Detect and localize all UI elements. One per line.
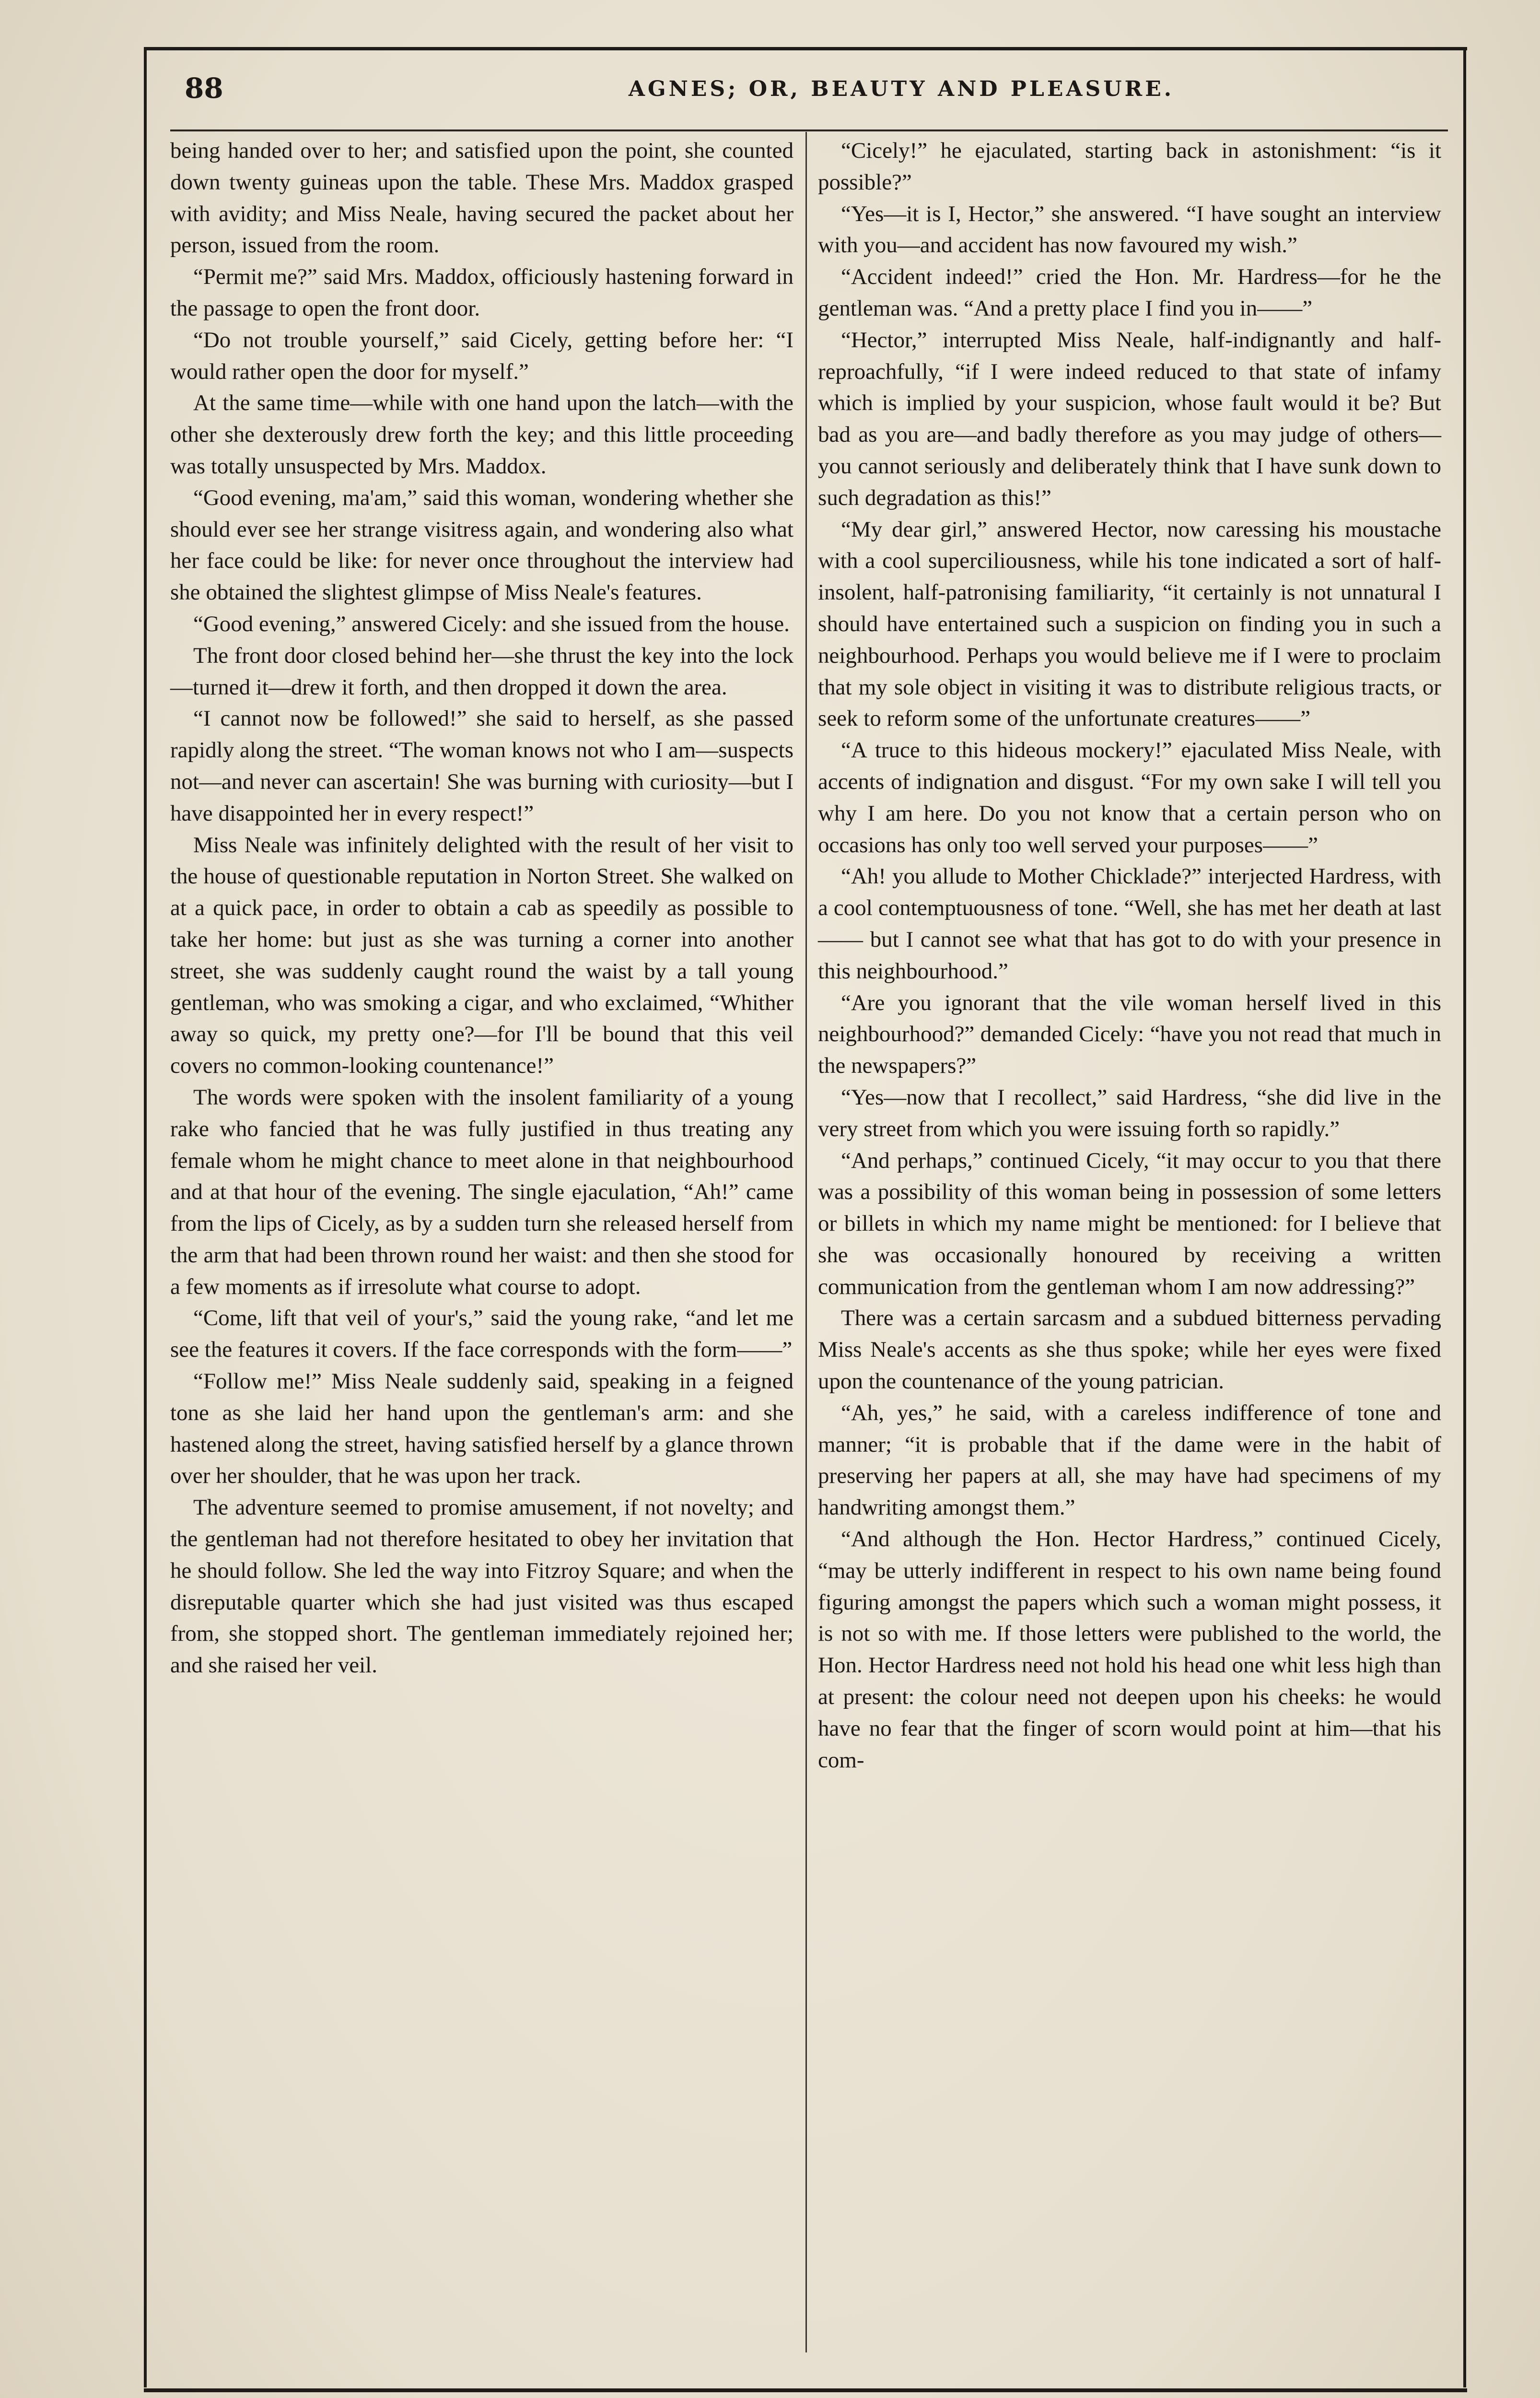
paragraph: “Good evening, ma'am,” said this woman, wondering whether she should ever see her strange visitress again, and wondering also what her face could be like: for never once throughout the interview had she obtained the slightest glimpse of Miss Neale's features. — [170, 485, 793, 605]
paragraph: “Accident indeed!” cried the Hon. Mr. Hardress—for he the gentleman was. “And a pretty place I find you in——” — [818, 264, 1441, 321]
paragraph: There was a certain sarcasm and a subdued bitterness pervading Miss Neale's accents as she thus spoke; while her eyes were fixed upon the countenance of the young patrician. — [818, 1305, 1441, 1394]
paragraph: “Ah, yes,” he said, with a careless indifference of tone and manner; “it is probable that if the dame were in the habit of preserving her papers at all, she may have had specimens of my handwriting amongst them.” — [818, 1400, 1441, 1520]
page-number: 88 — [185, 72, 223, 105]
page-frame-bottom-rule — [144, 2388, 1467, 2392]
paragraph: “My dear girl,” answered Hector, now caressing his moustache with a cool superciliousness, while his tone indicated a sort of half-insolent, half-patronising familiarity, “it certainly is not unnatural I should have entertained such a suspicion on finding you in such a neighbourhood. Perhaps you would believe me if I were to proclaim that my sole object in visiting it was to distribute religious tracts, or seek to reform some of the unfortunate creatures——” — [818, 517, 1441, 731]
text-column-left — [170, 135, 793, 1681]
paragraph: being handed over to her; and satisfied upon the point, she counted down twenty guineas upon the table. These Mrs. Maddox grasped with avidity; and Miss Neale, having secured the packet about her person, issued from the room. — [170, 138, 793, 258]
paragraph: “Good evening,” answered Cicely: and she issued from the house. — [193, 611, 790, 636]
paragraph: “Follow me!” Miss Neale suddenly said, speaking in a feigned tone as she laid her hand upon the gentleman's arm: and she hastened along the street, having satisfied herself by a glance thrown over her shoulder, that he was upon her track. — [170, 1369, 793, 1489]
header-rule — [170, 129, 1448, 131]
paragraph: “Yes—it is I, Hector,” she answered. “I have sought an interview with you—and accident has now favoured my wish.” — [818, 201, 1441, 258]
column-divider — [805, 132, 807, 2352]
paragraph: The words were spoken with the insolent familiarity of a young rake who fancied that he was fully justified in thus treating any female whom he might chance to meet alone in that neighbourhood and at that hour of the evening. The single ejaculation, “Ah!” came from the lips of Cicely, as by a sudden turn she released herself from the arm that had been thrown round her waist: and then she stood for a few moments as if irresolute what course to adopt. — [170, 1084, 793, 1299]
text-column-right — [818, 135, 1441, 1776]
paragraph: “Come, lift that veil of your's,” said the young rake, “and let me see the features it covers. If the face corresponds with the form——” — [170, 1305, 793, 1363]
paragraph: “I cannot now be followed!” she said to herself, as she passed rapidly along the street. “The woman knows not who I am—suspects not—and never can ascertain! She was burning with curiosity—but I have disappointed her in every respect!” — [170, 706, 793, 826]
paragraph: “A truce to this hideous mockery!” ejaculated Miss Neale, with accents of indignation and disgust. “For my own sake I will tell you why I am here. Do you not know that a certain person who on occasions has only too well served your purposes——” — [818, 738, 1441, 858]
paragraph: “Cicely!” he ejaculated, starting back in astonishment: “is it possible?” — [818, 138, 1441, 195]
paragraph: “Permit me?” said Mrs. Maddox, officiously hastening forward in the passage to open the front door. — [170, 264, 793, 321]
running-head: AGNES; OR, BEAUTY AND PLEASURE. — [628, 77, 1175, 101]
paragraph: “Ah! you allude to Mother Chicklade?” interjected Hardress, with a cool contemptuousness of tone. “Well, she has met her death at last—— but I cannot see what that has got to do with your presence in this neighbourhood.” — [818, 864, 1441, 984]
paragraph: Miss Neale was infinitely delighted with the result of her visit to the house of questionable reputation in Norton Street. She walked on at a quick pace, in order to obtain a cab as speedily as possible to take her home: but just as she was turning a corner into another street, she was suddenly caught round the waist by a tall young gentleman, who was smoking a cigar, and who exclaimed, “Whither away so quick, my pretty one?—for I'll be bound that this veil covers no common-looking countenance!” — [170, 832, 793, 1079]
paragraph: “And although the Hon. Hector Hardress,” continued Cicely, “may be utterly indifferent in respect to his own name being found figuring amongst the papers which such a woman might possess, it is not so with me. If those letters were published to the world, the Hon. Hector Hardress need not hold his head one whit less high than at present: the colour need not deepen upon his cheeks: he would have no fear that the finger of scorn would point at him—that his com- — [818, 1527, 1441, 1773]
page-frame-top-rule — [144, 47, 1467, 50]
paragraph: “And perhaps,” continued Cicely, “it may occur to you that there was a possibility of this woman being in possession of some letters or billets in which my name might be mentioned: for I believe that she was occasionally honoured by receiving a written communication from the gentleman whom I am now addressing?” — [818, 1148, 1441, 1299]
paragraph: “Hector,” interrupted Miss Neale, half-indignantly and half-reproachfully, “if I were indeed reduced to that state of infamy which is implied by your suspicion, whose fault would it be? But bad as you are—and badly therefore as you may judge of others—you cannot seriously and deliberately think that I have sunk down to such degradation as this!” — [818, 327, 1441, 510]
page-frame-right-rule — [1463, 47, 1466, 2387]
paragraph: “Yes—now that I recollect,” said Hardress, “she did live in the very street from which you were issuing forth so rapidly.” — [818, 1084, 1441, 1141]
paragraph: At the same time—while with one hand upon the latch—with the other she dexterously drew forth the key; and this little proceeding was totally unsuspected by Mrs. Maddox. — [170, 390, 793, 479]
page-frame-left-rule — [144, 47, 147, 2387]
paragraph: The adventure seemed to promise amusement, if not novelty; and the gentleman had not therefore hesitated to obey her invitation that he should follow. She led the way into Fitzroy Square; and when the disreputable quarter which she had just visited was thus escaped from, she stopped short. The gentleman immediately rejoined her; and she raised her veil. — [170, 1495, 793, 1678]
paragraph: “Do not trouble yourself,” said Cicely, getting before her: “I would rather open the door for myself.” — [170, 327, 793, 384]
paragraph: “Are you ignorant that the vile woman herself lived in this neighbourhood?” demanded Cicely: “have you not read that much in the newspapers?” — [818, 990, 1441, 1079]
paragraph: The front door closed behind her—she thrust the key into the lock—turned it—drew it forth, and then dropped it down the area. — [170, 643, 793, 700]
